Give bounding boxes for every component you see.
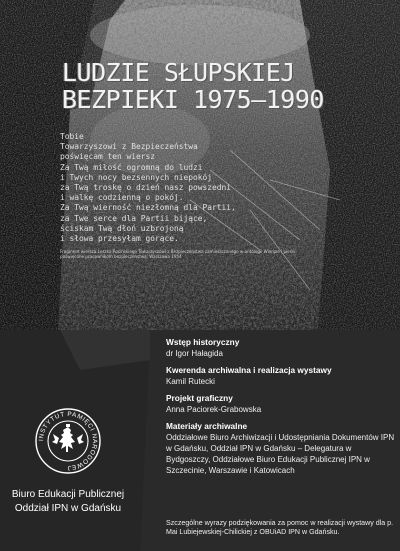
credit-block <box>166 393 396 415</box>
poem-fragment <box>60 132 310 244</box>
poem-line: Towarzyszowi z Bezpieczeństwa <box>60 142 198 152</box>
organization-line-1: Biuro Edukacji Publicznej <box>11 489 125 500</box>
poem-line: za Twe serce dla Partii bijące, <box>60 213 208 223</box>
credits-section <box>166 337 396 482</box>
credit-body: Kamil Rutecki <box>166 377 215 386</box>
poem-line: Za Twą wierność niezłomną dla Partii, <box>60 203 236 213</box>
seal-lettering: INSTYTUT PAMIĘCI NARODOWEJ <box>37 410 99 472</box>
title-line-2: BEZPIEKI 1975–1990 <box>62 85 324 114</box>
title-line-1: LUDZIE SŁUPSKIEJ <box>62 58 295 87</box>
ipn-seal-logo <box>35 408 101 474</box>
poem-line: ściskam Twą dłoń uzbrojoną <box>60 223 184 233</box>
credit-heading: Wstęp historyczny <box>166 337 240 347</box>
organization-name <box>0 488 136 515</box>
credit-body: Anna Paciorek-Grabowska <box>166 405 262 414</box>
credit-heading: Projekt graficzny <box>166 393 233 403</box>
credit-block <box>166 421 396 476</box>
acknowledgement-text: Szczególne wyrazy podziękowania za pomoc w realizacji wystawy dla p. Mai Lubiejewskiej-Chilickiej z OBUiAD IPN w Gdańsku. <box>166 519 394 537</box>
credit-heading: Kwerenda archiwalna i realizacja wystawy <box>166 365 332 375</box>
credit-block <box>166 365 396 387</box>
credit-body: Oddziałowe Biuro Archiwizacji i Udostępniania Dokumentów IPN w Gdańsku, Oddział IPN w Gdańsku – Delegatura w Bydgoszczy, Oddziałowe Biuro Edukacji Publicznej IPN w Szczecinie, Warszawie i Katowicach <box>166 433 395 475</box>
poem-line: i słowa przesyłam gorące. <box>60 234 179 244</box>
credit-heading: Materiały archiwalne <box>166 421 248 431</box>
poem-line: Tobie <box>60 132 84 141</box>
poem-line: i walkę codzienną o pokój. <box>60 193 184 203</box>
poem-line: Za Twą miłość ogromną do ludzi <box>60 162 203 172</box>
poem-caption: Fragment wiersza Leszka Rosińskiego Towarzyszowi z Bezpieczeństwa zamieszczonego w antologii Wiersze i pieśni poświęcone pracownikom bezpieczeństwa, Warszawa 1954 <box>60 249 296 260</box>
credit-block <box>166 337 396 359</box>
credit-body: dr Igor Hałagida <box>166 349 223 358</box>
poem-line: i Twych nocy bezsennych niepokój <box>60 172 213 182</box>
poem-line: poświęcam ten wiersz <box>60 152 156 162</box>
organization-line-2: Oddział IPN w Gdańsku <box>14 502 122 514</box>
poem-line: za Twą troskę o dzień nasz powszedni <box>60 183 232 193</box>
